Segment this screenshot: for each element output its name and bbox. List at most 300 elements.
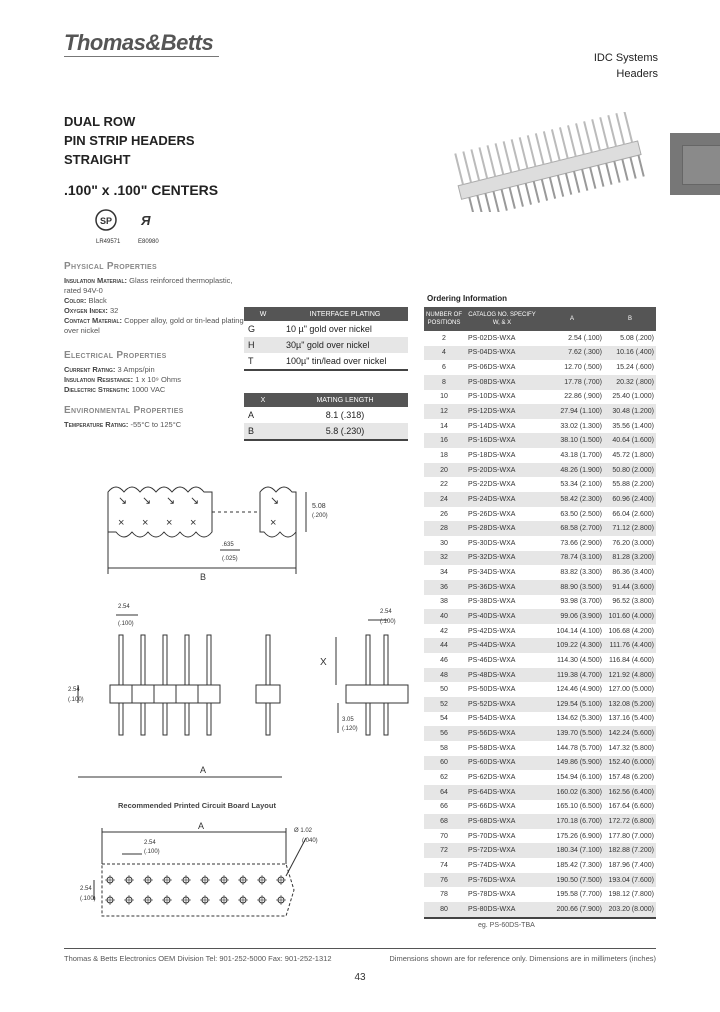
catalog-cell: PS-66DS-WXA: [468, 803, 516, 811]
positions-cell: 46: [440, 656, 448, 664]
pin-bottom-icon: [630, 157, 635, 178]
catalog-cell: PS-68DS-WXA: [464, 814, 540, 829]
positions-cell: 32: [424, 551, 464, 566]
mark-6: ×: [142, 517, 149, 529]
pin-bottom-icon: [598, 165, 603, 186]
positions-cell: 52: [424, 697, 464, 712]
catalog-cell: PS-78DS-WXA: [468, 891, 516, 899]
front-view-drawing: [68, 595, 428, 785]
b-cell: 152.40 (6.000): [604, 756, 656, 771]
b-cell: 15.24 (.600): [616, 364, 654, 372]
product-title: [64, 112, 195, 169]
catalog-cell: PS-02DS-WXA: [468, 334, 516, 342]
header-pins-icon: [455, 112, 643, 212]
current-label: Current Rating:: [64, 365, 116, 374]
positions-cell: 30: [440, 539, 448, 547]
pcb-layout-title: Recommended Printed Circuit Board Layout: [118, 801, 276, 810]
pin-upper-icon: [119, 635, 123, 685]
dim-a-label: A: [200, 765, 207, 775]
a-cell: 7.62 (.300): [540, 346, 604, 361]
a-cell: 180.34 (7.100): [540, 843, 604, 858]
insres-value: 1 x 10⁹ Ohms: [135, 375, 181, 384]
catalog-cell: PS-42DS-WXA: [468, 627, 516, 635]
table-row: [424, 536, 656, 551]
table-row: [424, 595, 656, 610]
pin-top-icon: [487, 145, 495, 176]
front-body-right-icon: [256, 685, 280, 703]
b-cell: 25.40 (1.000): [612, 393, 654, 401]
pin-top-icon: [455, 153, 463, 184]
side-tab-thumbnail: [682, 145, 720, 185]
a-cell: 109.22 (4.300): [540, 638, 604, 653]
certification-marks: [94, 208, 172, 238]
plating-desc: 100µ" tin/lead over nickel: [282, 353, 408, 370]
a-cell: 78.74 (3.100): [540, 551, 604, 566]
dim-254c-inch: (.100): [380, 619, 396, 625]
table-row: [424, 741, 656, 756]
catalog-cell: PS-26DS-WXA: [468, 510, 516, 518]
pin-bottom-icon: [502, 189, 507, 210]
catalog-cell: PS-46DS-WXA: [468, 656, 516, 664]
pin-upper-icon: [163, 635, 167, 685]
a-cell: 88.90 (3.500): [540, 580, 604, 595]
pcb-outline-icon: [102, 864, 294, 916]
a-cell: 139.70 (5.500): [540, 726, 604, 741]
catalog-cell: PS-64DS-WXA: [464, 785, 540, 800]
catalog-cell: PS-38DS-WXA: [468, 598, 516, 606]
table-row: [424, 419, 656, 434]
pin-top-icon: [520, 137, 528, 168]
b-cell: 40.64 (1.600): [604, 433, 656, 448]
pin-bottom-icon: [622, 159, 627, 180]
ordering-col-b: B: [604, 307, 656, 331]
pin-lower-icon: [119, 703, 123, 735]
table-row: [424, 580, 656, 595]
ordering-col-positions: NUMBER OF POSITIONS: [424, 307, 464, 331]
catalog-cell: PS-08DS-WXA: [464, 375, 540, 390]
table-row: [424, 902, 656, 918]
mark-5: ×: [118, 517, 125, 529]
a-cell: 175.26 (6.900): [556, 832, 602, 840]
insres-label: Insulation Resistance:: [64, 375, 134, 384]
mark-7: ×: [166, 517, 173, 529]
catalog-cell: PS-62DS-WXA: [468, 774, 516, 782]
pin-bottom-icon: [526, 183, 531, 204]
positions-cell: 24: [424, 492, 464, 507]
pin-bottom-icon: [534, 181, 539, 202]
a-cell: 43.18 (1.700): [560, 451, 602, 459]
positions-cell: 26: [440, 510, 448, 518]
pcb-hole-label: Ø 1.02: [294, 828, 313, 834]
pin-bottom-icon: [493, 191, 498, 212]
ordering-col-a: A: [540, 307, 604, 331]
pin-bottom-icon: [542, 179, 547, 200]
positions-cell: 20: [424, 463, 464, 478]
b-cell: 203.20 (8.000): [604, 902, 656, 918]
a-cell: 93.98 (3.700): [560, 598, 602, 606]
b-cell: 20.32 (.800): [604, 375, 656, 390]
b-cell: 50.80 (2.000): [604, 463, 656, 478]
category-line2: Headers: [616, 68, 658, 80]
positions-cell: 16: [424, 433, 464, 448]
a-cell: 114.30 (4.500): [556, 656, 602, 664]
table-row: [424, 887, 656, 902]
b-cell: 172.72 (6.800): [604, 814, 656, 829]
ordering-table: [424, 307, 656, 919]
b-cell: 45.72 (1.800): [612, 451, 654, 459]
length-row: [244, 407, 408, 423]
pin-top-icon: [479, 147, 487, 178]
a-cell: 200.66 (7.900): [540, 902, 604, 918]
pin-bottom-icon: [558, 175, 563, 196]
catalog-cell: PS-50DS-WXA: [468, 686, 516, 694]
catalog-cell: PS-20DS-WXA: [464, 463, 540, 478]
pin-lower-icon: [185, 703, 189, 735]
pcb-dim-254-inch: (.100): [144, 849, 160, 855]
pin-upper-icon: [384, 635, 388, 685]
positions-cell: 42: [440, 627, 448, 635]
physical-properties-heading: Physical Properties: [64, 261, 157, 272]
a-cell: 22.86 (.900): [564, 393, 602, 401]
b-cell: 116.84 (4.600): [608, 656, 654, 664]
positions-cell: 18: [440, 451, 448, 459]
ul-file-number: LR49571: [96, 239, 121, 245]
mark-2: ↘: [142, 495, 152, 507]
catalog-cell: PS-16DS-WXA: [464, 433, 540, 448]
length-col-desc: MATING LENGTH: [282, 393, 408, 407]
positions-cell: 54: [440, 715, 448, 723]
b-cell: 162.56 (6.400): [604, 785, 656, 800]
dim-305-label: 3.05: [342, 717, 354, 723]
dielectric-value: 1000 VAC: [131, 385, 166, 394]
table-row: [424, 873, 656, 888]
catalog-cell: PS-06DS-WXA: [468, 364, 516, 372]
mark-8: ×: [190, 517, 197, 529]
dim-254b-label: 2.54: [68, 687, 80, 693]
pin-bottom-icon: [518, 185, 523, 206]
positions-cell: 22: [440, 481, 448, 489]
pin-top-icon: [528, 135, 536, 166]
catalog-cell: PS-36DS-WXA: [464, 580, 540, 595]
positions-cell: 10: [440, 393, 448, 401]
plating-row: [244, 337, 408, 353]
catalog-section: [594, 50, 658, 82]
centers-spec: .100" x .100" CENTERS: [64, 182, 219, 198]
catalog-cell: PS-34DS-WXA: [468, 569, 516, 577]
b-cell: 96.52 (3.800): [612, 598, 654, 606]
csa-mark-glyph: SP: [100, 216, 113, 226]
b-cell: 177.80 (7.000): [608, 832, 654, 840]
pcb-dim-254-side-label: 2.54: [80, 886, 92, 892]
pin-bottom-icon: [485, 193, 490, 212]
b-cell: 35.56 (1.400): [612, 422, 654, 430]
pin-top-icon: [608, 115, 616, 146]
pin-top-icon: [576, 123, 584, 154]
b-cell: 167.64 (6.600): [608, 803, 654, 811]
contact-label: Contact Material:: [64, 316, 122, 325]
positions-cell: 44: [424, 638, 464, 653]
pin-bottom-icon: [550, 177, 555, 198]
a-cell: 104.14 (4.100): [556, 627, 602, 635]
table-row: [424, 463, 656, 478]
table-row: [424, 448, 656, 463]
a-cell: 149.86 (5.900): [540, 756, 604, 771]
pin-top-icon: [552, 129, 560, 160]
table-row: [424, 668, 656, 683]
b-cell: 157.48 (6.200): [608, 774, 654, 782]
dim-254b-inch: (.100): [68, 697, 84, 703]
positions-cell: 74: [440, 861, 448, 869]
table-row: [424, 390, 656, 405]
b-cell: 71.12 (2.800): [604, 521, 656, 536]
pin-bottom-icon: [469, 197, 474, 212]
table-row: [424, 653, 656, 668]
positions-cell: 8: [424, 375, 464, 390]
b-cell: 198.12 (7.800): [608, 891, 654, 899]
table-row: [424, 829, 656, 844]
b-cell: 111.76 (4.400): [604, 638, 656, 653]
pin-bottom-icon: [510, 187, 515, 208]
b-cell: 55.88 (2.200): [612, 481, 654, 489]
pin-top-icon: [512, 139, 520, 170]
table-row: [424, 682, 656, 697]
catalog-cell: PS-22DS-WXA: [468, 481, 516, 489]
table-row: [424, 858, 656, 873]
pin-top-icon: [568, 125, 576, 156]
catalog-cell: PS-12DS-WXA: [464, 404, 540, 419]
table-row: [424, 624, 656, 639]
b-cell: 182.88 (7.200): [604, 843, 656, 858]
table-row: [424, 756, 656, 771]
pcb-dim-254-label: 2.54: [144, 840, 156, 846]
a-cell: 68.58 (2.700): [540, 521, 604, 536]
b-cell: 147.32 (5.800): [608, 744, 654, 752]
plating-col-desc: INTERFACE PLATING: [282, 307, 408, 321]
a-cell: 27.94 (1.100): [540, 404, 604, 419]
length-col-code: X: [244, 393, 282, 407]
pin-top-icon: [504, 141, 512, 172]
positions-cell: 40: [424, 609, 464, 624]
pin-upper-icon: [185, 635, 189, 685]
a-cell: 33.02 (1.300): [560, 422, 602, 430]
mark-1: ↘: [118, 495, 128, 507]
footer-contact: Thomas & Betts Electronics OEM Division Tel: 901-252-5000 Fax: 901-252-1312: [64, 954, 332, 963]
catalog-cell: PS-44DS-WXA: [464, 638, 540, 653]
pin-upper-icon: [366, 635, 370, 685]
a-cell: 154.94 (6.100): [556, 774, 602, 782]
plating-code: H: [244, 337, 282, 353]
b-cell: 127.00 (5.000): [608, 686, 654, 694]
positions-cell: 38: [440, 598, 448, 606]
positions-cell: 66: [440, 803, 448, 811]
title-line2: PIN STRIP HEADERS: [64, 133, 195, 148]
b-cell: 60.96 (2.400): [604, 492, 656, 507]
pin-upper-icon: [266, 635, 270, 685]
plating-col-code: W: [244, 307, 282, 321]
pin-bottom-icon: [638, 155, 643, 176]
pcb-holes-icon: [102, 864, 294, 916]
catalog-cell: PS-58DS-WXA: [468, 744, 516, 752]
catalog-cell: PS-40DS-WXA: [464, 609, 540, 624]
b-cell: 187.96 (7.400): [608, 861, 654, 869]
a-cell: 53.34 (2.100): [560, 481, 602, 489]
table-row: [424, 638, 656, 653]
catalog-cell: PS-76DS-WXA: [464, 873, 540, 888]
pin-top-icon: [560, 127, 568, 158]
a-cell: 99.06 (3.900): [540, 609, 604, 624]
mark-3: ↘: [166, 495, 176, 507]
csa-file-number: E80980: [138, 239, 159, 245]
catalog-cell: PS-30DS-WXA: [468, 539, 516, 547]
a-cell: 58.42 (2.300): [540, 492, 604, 507]
table-row: [424, 433, 656, 448]
pin-top-icon: [544, 131, 552, 162]
catalog-cell: PS-18DS-WXA: [468, 451, 516, 459]
a-cell: 12.70 (.500): [564, 364, 602, 372]
b-cell: 132.08 (5.200): [604, 697, 656, 712]
pin-bottom-icon: [614, 161, 619, 182]
pin-bottom-icon: [477, 195, 482, 212]
length-desc: 5.8 (.230): [282, 423, 408, 440]
positions-cell: 58: [440, 744, 448, 752]
table-row: [424, 507, 656, 522]
pin-lower-icon: [384, 703, 388, 735]
a-cell: 119.38 (4.700): [540, 668, 604, 683]
oxygen-label: Oxygen Index:: [64, 306, 108, 315]
a-cell: 73.66 (2.900): [560, 539, 602, 547]
catalog-cell: PS-32DS-WXA: [464, 551, 540, 566]
physical-properties-text: [64, 276, 244, 336]
dim-508-label: 5.08: [312, 503, 326, 510]
table-row: [424, 565, 656, 580]
dim-x-label: X: [320, 657, 327, 668]
table-row: [424, 800, 656, 815]
mating-length-table: [244, 393, 408, 441]
dim-508-inch: (.200): [312, 513, 328, 519]
a-cell: 63.50 (2.500): [560, 510, 602, 518]
mark-9: ↘: [270, 495, 280, 507]
pin-lower-icon: [266, 703, 270, 735]
table-row: [424, 404, 656, 419]
pin-top-icon: [463, 151, 471, 182]
pin-bottom-icon: [574, 171, 579, 192]
positions-cell: 72: [424, 843, 464, 858]
pin-bottom-icon: [590, 167, 595, 188]
a-cell: 190.50 (7.500): [540, 873, 604, 888]
electrical-properties-text: [64, 365, 244, 395]
catalog-cell: PS-60DS-WXA: [464, 756, 540, 771]
pin-lower-icon: [141, 703, 145, 735]
positions-cell: 2: [442, 334, 446, 342]
pin-top-icon: [496, 143, 504, 174]
positions-cell: 80: [424, 902, 464, 918]
b-cell: 76.20 (3.000): [612, 539, 654, 547]
ordering-title: Ordering Information: [427, 294, 507, 303]
b-cell: 10.16 (.400): [604, 346, 656, 361]
catalog-cell: PS-24DS-WXA: [464, 492, 540, 507]
front-body-icon: [110, 685, 220, 703]
color-value: Black: [88, 296, 107, 305]
dim-254a-inch: (.100): [118, 621, 134, 627]
pin-top-icon: [471, 149, 479, 180]
catalog-cell: PS-74DS-WXA: [468, 861, 516, 869]
title-line3: STRAIGHT: [64, 152, 131, 167]
plating-code: T: [244, 353, 282, 370]
pin-top-icon: [600, 117, 608, 148]
positions-cell: 78: [440, 891, 448, 899]
pcb-dim-a-label: A: [198, 821, 205, 831]
thomas-betts-logo: Thomas&Betts: [64, 30, 214, 55]
table-row: [424, 843, 656, 858]
mark-10: ×: [270, 517, 277, 529]
insulation-value: Glass reinforced thermoplastic, rated 94V-0: [64, 276, 233, 295]
b-cell: 66.04 (2.600): [612, 510, 654, 518]
b-cell: 91.44 (3.600): [604, 580, 656, 595]
positions-cell: 48: [424, 668, 464, 683]
a-cell: 124.46 (4.900): [556, 686, 602, 694]
pin-bottom-icon: [606, 163, 611, 184]
catalog-cell: PS-48DS-WXA: [464, 668, 540, 683]
pin-lower-icon: [163, 703, 167, 735]
length-row: [244, 423, 408, 440]
insulation-label: Insulation Material:: [64, 276, 128, 285]
electrical-properties-heading: Electrical Properties: [64, 350, 167, 361]
b-cell: 121.92 (4.800): [604, 668, 656, 683]
pcb-hole-inch: (.040): [302, 838, 318, 844]
table-row: [424, 785, 656, 800]
table-row: [424, 551, 656, 566]
ordering-example: eg. PS-60DS-TBA: [478, 922, 535, 929]
b-cell: 142.24 (5.600): [604, 726, 656, 741]
positions-cell: 76: [424, 873, 464, 888]
plating-desc: 10 µ" gold over nickel: [286, 324, 372, 334]
oxygen-value: 32: [110, 306, 119, 315]
a-cell: 165.10 (6.500): [556, 803, 602, 811]
footer-disclaimer: Dimensions shown are for reference only. Dimensions are in millimeters (inches): [389, 954, 656, 963]
category-line1: IDC Systems: [593, 52, 658, 64]
length-code: A: [248, 410, 255, 420]
length-desc: 8.1 (.318): [325, 410, 365, 420]
catalog-cell: PS-56DS-WXA: [464, 726, 540, 741]
positions-cell: 70: [440, 832, 448, 840]
table-row: [424, 712, 656, 727]
pcb-layout-drawing: [80, 818, 330, 928]
color-label: Color:: [64, 296, 87, 305]
ordering-col-catalog: CATALOG NO. SPECIFY W, & X: [464, 307, 540, 331]
dielectric-label: Dielectric Strength:: [64, 385, 130, 394]
plating-desc: 30µ" gold over nickel: [282, 337, 408, 353]
positions-cell: 34: [440, 569, 448, 577]
dim-305-inch: (.120): [342, 726, 358, 732]
pin-lower-icon: [366, 703, 370, 735]
catalog-cell: PS-54DS-WXA: [468, 715, 516, 723]
pin-top-icon: [592, 119, 600, 150]
positions-cell: 12: [424, 404, 464, 419]
positions-cell: 50: [440, 686, 448, 694]
b-cell: 30.48 (1.200): [604, 404, 656, 419]
positions-cell: 60: [424, 756, 464, 771]
b-cell: 137.16 (5.400): [608, 715, 654, 723]
a-cell: 129.54 (5.100): [540, 697, 604, 712]
pin-bottom-icon: [582, 169, 587, 190]
b-cell: 193.04 (7.600): [604, 873, 656, 888]
table-row: [424, 814, 656, 829]
length-code: B: [244, 423, 282, 440]
a-cell: 134.62 (5.300): [556, 715, 602, 723]
a-cell: 38.10 (1.500): [540, 433, 604, 448]
table-row: [424, 360, 656, 375]
b-cell: 101.60 (4.000): [604, 609, 656, 624]
